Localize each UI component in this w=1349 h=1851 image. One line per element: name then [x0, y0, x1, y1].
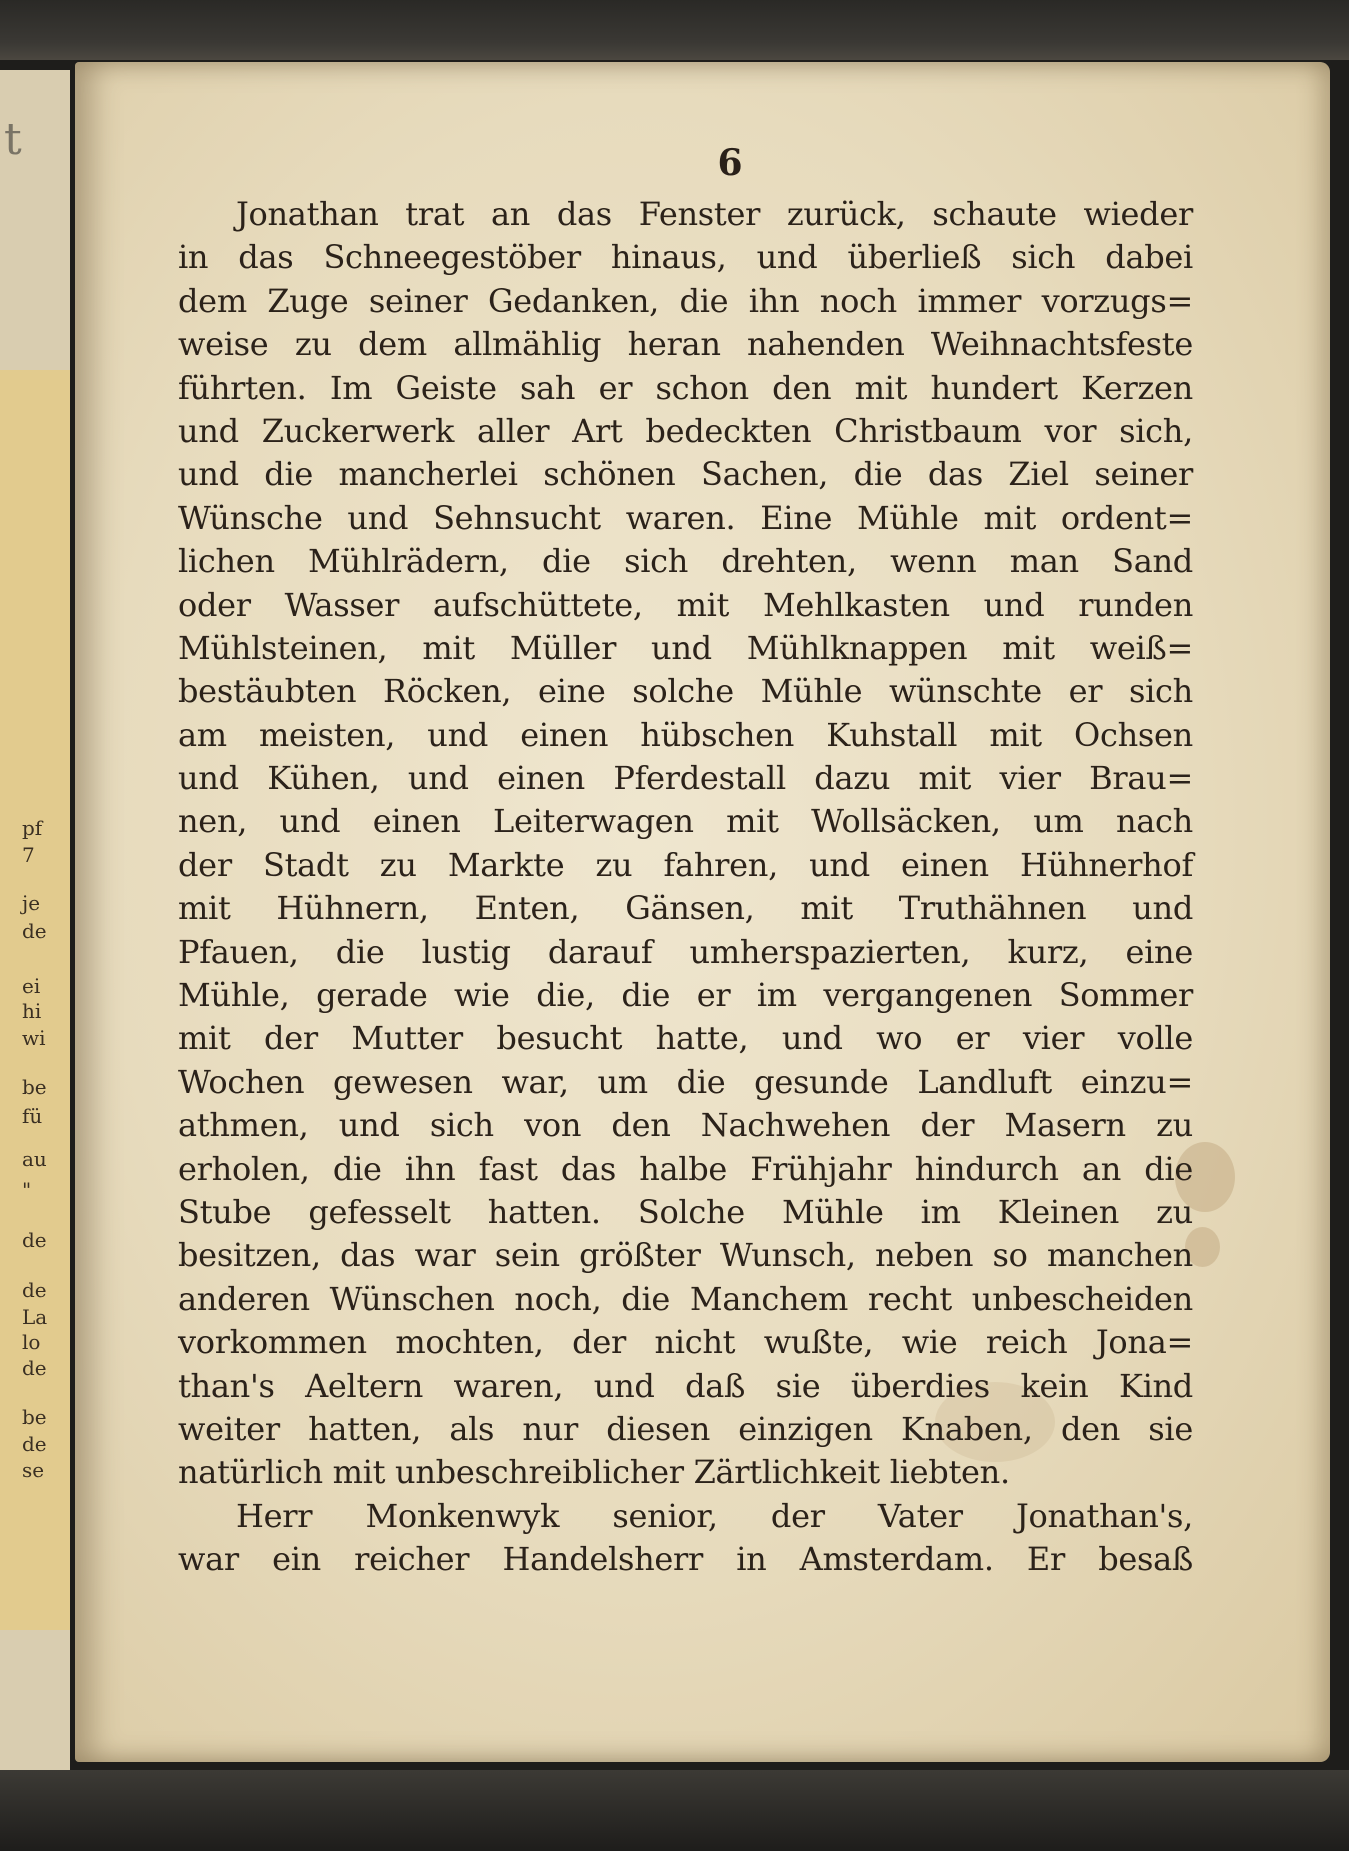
book-cover-top-edge	[0, 0, 1349, 60]
text-line: nen, und einen Leiterwagen mit Wollsäcken, um nach	[178, 802, 1193, 841]
text-line: bestäubten Röcken, eine solche Mühle wünschte er sich	[178, 672, 1193, 711]
margin-fragment: je	[22, 891, 41, 915]
text-line: weise zu dem allmählig heran nahenden Weihnachtsfeste	[178, 325, 1193, 364]
text-line: anderen Wünschen noch, die Manchem recht unbescheiden	[178, 1279, 1193, 1318]
text-line: natürlich mit unbeschreiblicher Zärtlichkeit liebten.	[178, 1453, 1010, 1492]
text-line: oder Wasser aufschüttete, mit Mehlkasten und runden	[178, 585, 1193, 624]
text-line: athmen, und sich von den Nachwehen der Masern zu	[178, 1106, 1193, 1145]
text-line: Herr Monkenwyk senior, der Vater Jonathan's,	[236, 1496, 1193, 1535]
margin-fragment: 7	[22, 843, 35, 867]
text-line: Jonathan trat an das Fenster zurück, schaute wieder	[236, 195, 1193, 233]
text-line: Mühlsteinen, mit Müller und Mühlknappen mit weiß=	[178, 628, 1193, 667]
text-line: besitzen, das war sein größter Wunsch, neben so manchen	[178, 1236, 1193, 1275]
text-line: Mühle, gerade wie die, die er im vergangenen Sommer	[178, 976, 1193, 1015]
margin-fragment: hi	[22, 999, 42, 1023]
text-line: war ein reicher Handelsherr in Amsterdam. Er besaß	[178, 1540, 1193, 1579]
margin-fragment: lo	[22, 1330, 41, 1354]
text-line: Wünsche und Sehnsucht waren. Eine Mühle mit ordent=	[178, 498, 1193, 537]
margin-fragment: au	[22, 1147, 47, 1171]
margin-fragment: "	[22, 1178, 32, 1202]
margin-fragment: t	[4, 114, 22, 165]
text-line: Stube gefesselt hatten. Solche Mühle im Kleinen zu	[178, 1192, 1193, 1231]
text-line: und Zuckerwerk aller Art bedeckten Christbaum vor sich,	[178, 411, 1193, 450]
margin-fragment: de	[22, 1356, 47, 1380]
text-line: than's Aeltern waren, und daß sie überdies kein Kind	[178, 1366, 1193, 1405]
margin-fragment: be	[22, 1075, 47, 1099]
text-line: mit Hühnern, Enten, Gänsen, mit Truthähnen und	[178, 889, 1193, 928]
text-line: am meisten, und einen hübschen Kuhstall mit Ochsen	[178, 715, 1193, 754]
text-line: mit der Mutter besucht hatte, und wo er vier volle	[178, 1019, 1193, 1058]
text-line: Wochen gewesen war, um die gesunde Landluft einzu=	[178, 1062, 1193, 1101]
margin-fragment: de	[22, 1432, 47, 1456]
margin-fragment: de	[22, 1228, 47, 1252]
text-line: und Kühen, und einen Pferdestall dazu mit vier Brau=	[178, 759, 1193, 798]
text-line: lichen Mühlrädern, die sich drehten, wenn man Sand	[178, 542, 1193, 581]
page-number: 6	[717, 142, 743, 184]
book-page	[75, 62, 1330, 1762]
text-line: dem Zuge seiner Gedanken, die ihn noch immer vorzugs=	[178, 281, 1193, 320]
margin-fragment: be	[22, 1405, 47, 1429]
margin-fragment: de	[22, 1278, 47, 1302]
text-line: und die mancherlei schönen Sachen, die das Ziel seiner	[178, 455, 1193, 494]
body-text	[178, 193, 1193, 1582]
margin-fragment: pf	[22, 816, 43, 840]
text-line: vorkommen mochten, der nicht wußte, wie reich Jona=	[178, 1323, 1193, 1362]
margin-fragment: se	[22, 1458, 45, 1482]
margin-fragment: de	[22, 919, 47, 943]
text-line: in das Schneegestöber hinaus, und überließ sich dabei	[178, 238, 1193, 277]
margin-fragment: ei	[22, 974, 41, 998]
text-line: weiter hatten, als nur diesen einzigen Knaben, den sie	[178, 1409, 1193, 1448]
text-line: erholen, die ihn fast das halbe Frühjahr hindurch an die	[178, 1149, 1193, 1188]
margin-fragment: wi	[22, 1026, 46, 1050]
margin-fragment: fü	[22, 1104, 43, 1128]
book-cover-bottom-edge	[0, 1770, 1349, 1851]
text-line: führten. Im Geiste sah er schon den mit hundert Kerzen	[178, 368, 1193, 407]
text-line: Pfauen, die lustig darauf umherspazierten, kurz, eine	[178, 932, 1193, 971]
text-line: der Stadt zu Markte zu fahren, und einen Hühnerhof	[178, 845, 1193, 884]
margin-fragment: La	[22, 1305, 48, 1329]
